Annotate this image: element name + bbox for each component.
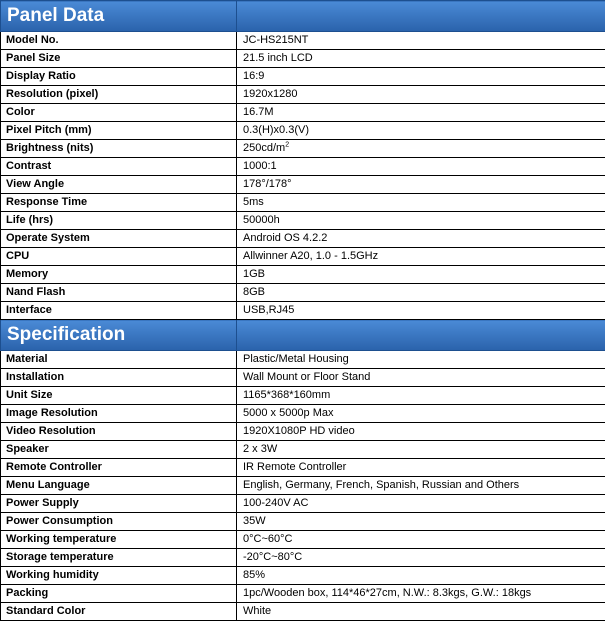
spec-value-text: USB,RJ45 (243, 304, 295, 316)
spec-value (237, 495, 605, 513)
spec-value (237, 603, 605, 621)
spec-value (237, 230, 605, 248)
spec-label: Working temperature (1, 531, 237, 549)
table-row (1, 603, 605, 621)
table-row (1, 158, 605, 176)
spec-value-text: 1165*368*160mm (243, 389, 331, 401)
spec-value-text: 8GB (243, 286, 266, 298)
spec-label: Material (1, 351, 237, 369)
section-header-filler (237, 320, 605, 351)
spec-value-text: Android OS 4.2.2 (243, 232, 328, 244)
spec-label: Standard Color (1, 603, 237, 621)
spec-label: Contrast (1, 158, 237, 176)
spec-value-text: Plastic/Metal Housing (243, 353, 349, 365)
spec-value-text: Wall Mount or Floor Stand (243, 371, 371, 383)
section-header-filler (237, 1, 605, 32)
table-row (1, 266, 605, 284)
spec-label: Color (1, 104, 237, 122)
table-row (1, 405, 605, 423)
spec-value-text: 35W (243, 515, 266, 527)
spec-label: Resolution (pixel) (1, 86, 237, 104)
spec-label: Memory (1, 266, 237, 284)
table-row (1, 423, 605, 441)
spec-label: Life (hrs) (1, 212, 237, 230)
table-row (1, 495, 605, 513)
spec-value (237, 32, 605, 50)
spec-value-text: 1920X1080P HD video (243, 425, 355, 437)
table-row (1, 531, 605, 549)
table-row (1, 230, 605, 248)
spec-value-text: -20°C~80°C (243, 551, 303, 563)
table-row (1, 351, 605, 369)
table-row (1, 32, 605, 50)
spec-label: Unit Size (1, 387, 237, 405)
spec-value (237, 158, 605, 176)
spec-value (237, 122, 605, 140)
table-row (1, 86, 605, 104)
spec-value (237, 441, 605, 459)
spec-value-text: 1GB (243, 268, 266, 280)
table-row (1, 387, 605, 405)
spec-value (237, 248, 605, 266)
spec-value-text: 1920x1280 (243, 88, 298, 100)
spec-value-text: White (243, 605, 272, 617)
spec-label: CPU (1, 248, 237, 266)
table-row (1, 549, 605, 567)
spec-value-text: IR Remote Controller (243, 461, 347, 473)
spec-value-text: English, Germany, French, Spanish, Russian and Others (243, 479, 520, 491)
spec-value (237, 585, 605, 603)
table-row (1, 194, 605, 212)
spec-value (237, 513, 605, 531)
spec-value-text: 85% (243, 569, 266, 581)
spec-value (237, 176, 605, 194)
table-row (1, 248, 605, 266)
spec-label: Installation (1, 369, 237, 387)
spec-label: Interface (1, 302, 237, 320)
table-row (1, 477, 605, 495)
spec-label: Brightness (nits) (1, 140, 237, 158)
table-row (1, 68, 605, 86)
spec-label: Panel Size (1, 50, 237, 68)
spec-label: Storage temperature (1, 549, 237, 567)
section-header (1, 320, 605, 351)
table-row (1, 176, 605, 194)
spec-label: Image Resolution (1, 405, 237, 423)
spec-value-text: 178°/178° (243, 178, 292, 190)
table-row (1, 140, 605, 158)
spec-label: Packing (1, 585, 237, 603)
spec-label: Model No. (1, 32, 237, 50)
spec-value (237, 459, 605, 477)
spec-label: Nand Flash (1, 284, 237, 302)
spec-value-text: 5000 x 5000p Max (243, 407, 334, 419)
section-header (1, 1, 605, 32)
spec-value-text: 2 x 3W (243, 443, 278, 455)
spec-value (237, 351, 605, 369)
spec-label: Remote Controller (1, 459, 237, 477)
spec-value (237, 284, 605, 302)
spec-value (237, 387, 605, 405)
spec-value (237, 405, 605, 423)
spec-value-text: 16:9 (243, 70, 265, 82)
table-row (1, 567, 605, 585)
spec-label: Power Supply (1, 495, 237, 513)
spec-value-text: 5ms (243, 196, 264, 208)
spec-value-text: 21.5 inch LCD (243, 52, 313, 64)
spec-value (237, 567, 605, 585)
spec-value-text: 0°C~60°C (243, 533, 293, 545)
table-row (1, 585, 605, 603)
spec-value (237, 531, 605, 549)
table-row (1, 284, 605, 302)
spec-label: Working humidity (1, 567, 237, 585)
spec-value-text: 50000h (243, 214, 280, 226)
spec-value (237, 423, 605, 441)
spec-label: Power Consumption (1, 513, 237, 531)
spec-value-text: Allwinner A20, 1.0 - 1.5GHz (243, 250, 379, 262)
section-title: Specification (1, 320, 237, 351)
table-row (1, 441, 605, 459)
table-row (1, 122, 605, 140)
spec-value-text: 1000:1 (243, 160, 277, 172)
table-row (1, 50, 605, 68)
spec-value (237, 302, 605, 320)
spec-value (237, 369, 605, 387)
spec-label: Response Time (1, 194, 237, 212)
table-row (1, 212, 605, 230)
table-row (1, 459, 605, 477)
table-row (1, 369, 605, 387)
spec-value-text: JC-HS215NT (243, 34, 309, 46)
spec-value (237, 549, 605, 567)
table-row (1, 302, 605, 320)
spec-value-text: 1pc/Wooden box, 114*46*27cm, N.W.: 8.3kgs, G.W.: 18kgs (243, 587, 532, 599)
spec-label: Pixel Pitch (mm) (1, 122, 237, 140)
spec-label: Video Resolution (1, 423, 237, 441)
spec-label: Menu Language (1, 477, 237, 495)
section-title: Panel Data (1, 1, 237, 32)
spec-value-text: 0.3(H)x0.3(V) (243, 124, 310, 136)
spec-value (237, 50, 605, 68)
spec-value (237, 104, 605, 122)
spec-value-superscript: 2 (285, 141, 290, 149)
spec-label: Display Ratio (1, 68, 237, 86)
spec-value-text: 16.7M (243, 106, 274, 118)
spec-label: View Angle (1, 176, 237, 194)
spec-value (237, 266, 605, 284)
spec-value (237, 140, 605, 158)
spec-value-text: 100-240V AC (243, 497, 309, 509)
spec-value (237, 477, 605, 495)
spec-value (237, 86, 605, 104)
spec-value-text: 250cd/m (243, 142, 286, 154)
spec-table-body (1, 1, 605, 621)
spec-value (237, 68, 605, 86)
table-row (1, 104, 605, 122)
spec-value (237, 212, 605, 230)
spec-value (237, 194, 605, 212)
table-row (1, 513, 605, 531)
spec-label: Speaker (1, 441, 237, 459)
spec-label: Operate System (1, 230, 237, 248)
